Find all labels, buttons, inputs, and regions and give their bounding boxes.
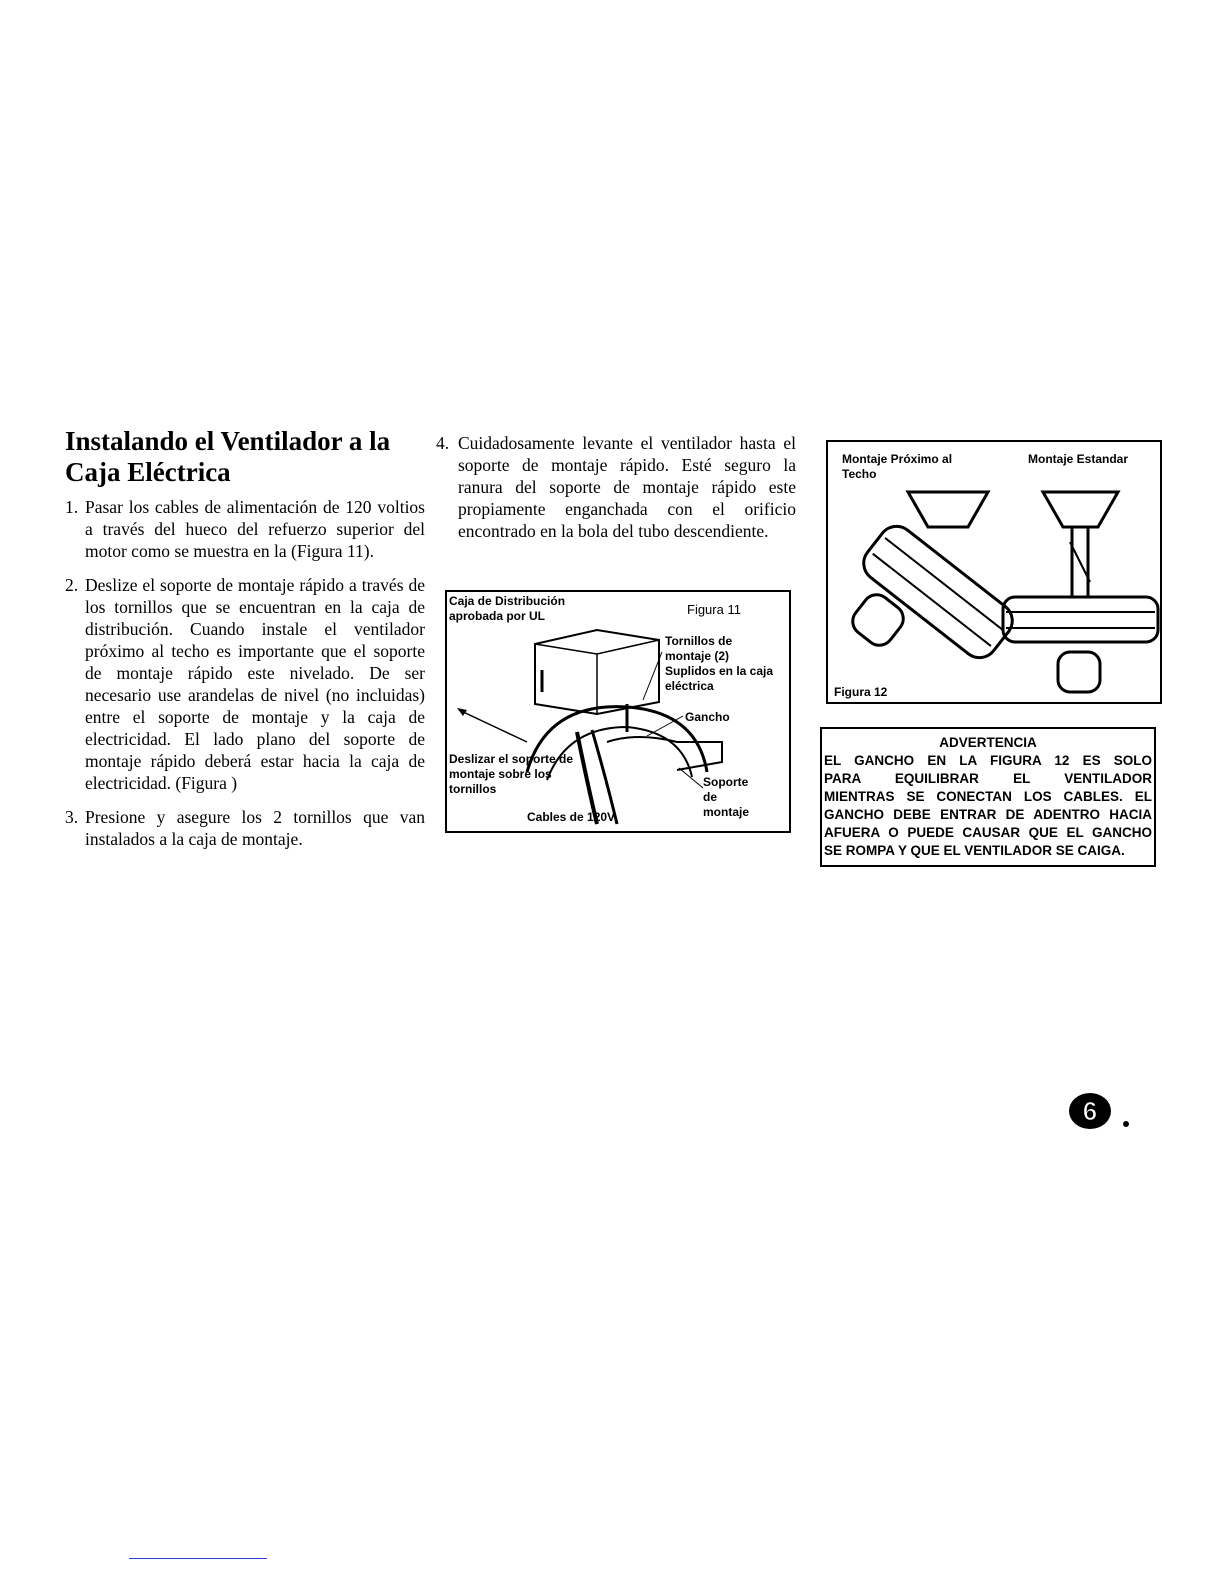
bracket-label: Soporte de montaje xyxy=(703,775,750,819)
figure-11-label: Figura 11 xyxy=(687,602,741,617)
page-number xyxy=(1068,1091,1132,1135)
warning-title: ADVERTENCIA xyxy=(939,735,1037,750)
steps-list xyxy=(65,496,425,850)
screws-label: Tornillos de montaje (2) Suplidos en la caja eléctrica xyxy=(665,634,774,693)
step-text: Cuidadosamente levante el ventilador hasta el soporte de montaje rápido. Esté seguro la ranura del soporte de montaje rápido este propiamente enganchada con el orificio encontrado en la bola del tubo descendiente. xyxy=(458,433,796,541)
step-text: Deslize el soporte de montaje rápido a través de los tornillos que se encuentran en la caja de distribución. Cuando instale el ventilador próximo al techo es importante que el soporte de montaje rápido este nivelado. De ser necesario use arandelas de nivel (no incluidas) entre el soporte de montaje y la caja de electricidad. El lado plano del soporte de montaje rápido deberá estar hacia la caja de electricidad. (Figura ) xyxy=(85,575,425,793)
step-1 xyxy=(65,496,425,562)
section-title xyxy=(65,426,425,488)
footer-link-underline xyxy=(129,1558,267,1559)
warning-line: PARA EQUILIBRAR EL VENTILADOR xyxy=(824,771,1152,786)
step-number: 4. xyxy=(436,433,450,453)
step-4 xyxy=(436,432,796,542)
step-2 xyxy=(65,574,425,794)
page-number-text: 6 xyxy=(1082,1096,1098,1126)
warning-line: AFUERA O PUEDE CAUSAR QUE EL GANCHO xyxy=(824,825,1152,840)
warning-body xyxy=(824,752,1152,860)
middle-column xyxy=(436,432,796,554)
warning-line: SE ROMPA Y QUE EL VENTILADOR SE CAIGA. xyxy=(824,843,1125,858)
section-title-line1: Instalando el Ventilador a la xyxy=(65,426,391,456)
warning-line: MIENTRAS SE CONECTAN LOS CABLES. EL xyxy=(824,789,1152,804)
hook-label: Gancho xyxy=(685,710,730,724)
step-text: Presione y asegure los 2 tornillos que van instalados a la caja de montaje. xyxy=(85,807,425,849)
slide-label: Deslizar el soporte de montaje sobre los tornillos xyxy=(449,752,574,796)
step-3 xyxy=(65,806,425,850)
figure-12-label: Figura 12 xyxy=(834,685,888,699)
step-text: Pasar los cables de alimentación de 120 voltios a través del hueco del refuerzo superior del motor como se muestra en la (Figura 11). xyxy=(85,497,425,561)
step-number: 1. xyxy=(65,497,79,517)
step-number: 2. xyxy=(65,575,79,595)
warning-line: EL GANCHO EN LA FIGURA 12 ES SOLO xyxy=(824,753,1152,768)
figure-11 xyxy=(445,590,791,833)
warning-box xyxy=(820,727,1156,867)
box-label: Caja de Distribución aprobada por UL xyxy=(449,594,566,623)
page-number-badge xyxy=(1068,1091,1132,1135)
close-mount-label: Montaje Próximo al Techo xyxy=(842,452,953,481)
left-column xyxy=(65,426,425,862)
figure-12 xyxy=(826,440,1162,704)
warning-line: GANCHO DEBE ENTRAR DE ADENTRO HACIA xyxy=(824,807,1152,822)
section-title-line2: Caja Eléctrica xyxy=(65,457,231,487)
step-number: 3. xyxy=(65,807,79,827)
cables-label: Cables de 120V xyxy=(527,810,616,824)
standard-mount-label: Montaje Estandar xyxy=(1028,452,1129,466)
